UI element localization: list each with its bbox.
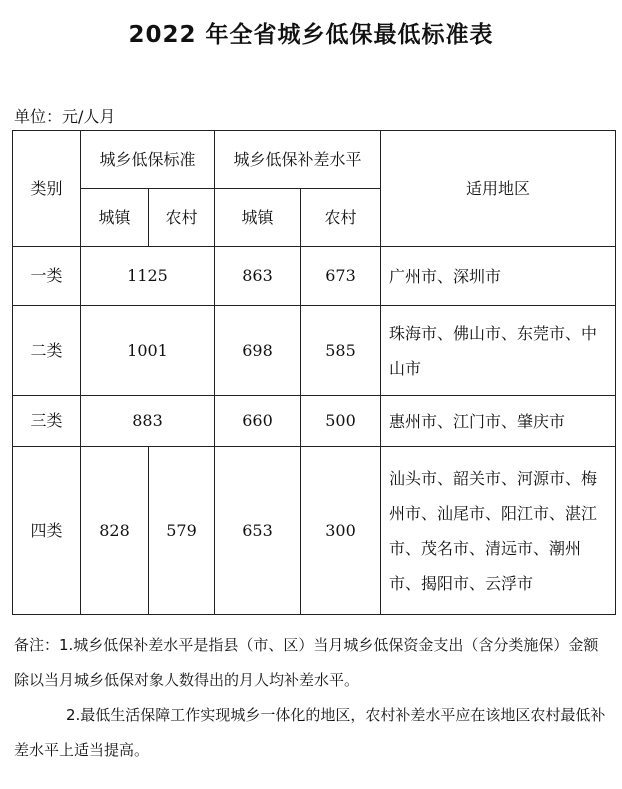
- note-2: 2.最低生活保障工作实现城乡一体化的地区，农村补差水平应在该地区农村最低补差水平上适当提高。: [14, 706, 606, 759]
- page-title: 2022 年全省城乡低保最低标准表: [128, 22, 494, 48]
- row-standard: 1001: [81, 306, 215, 396]
- header-category: 类别: [13, 131, 81, 247]
- row-standard-urban: 828: [81, 447, 149, 615]
- header-subsidy-rural: 农村: [301, 189, 381, 247]
- table-row: [13, 247, 616, 306]
- header-row-1: [13, 131, 616, 189]
- row-standard: 1125: [81, 247, 215, 306]
- table-row: [13, 306, 616, 396]
- header-standard-group: 城乡低保标准: [81, 131, 215, 189]
- row-category: 二类: [13, 306, 81, 396]
- row-subsidy-rural: 300: [301, 447, 381, 615]
- row-area: 惠州市、江门市、肇庆市: [381, 396, 616, 447]
- header-standard-urban: 城镇: [81, 189, 149, 247]
- row-subsidy-rural: 673: [301, 247, 381, 306]
- row-category: 四类: [13, 447, 81, 615]
- note-1: 备注：1.城乡低保补差水平是指县（市、区）当月城乡低保资金支出（含分类施保）金额除以当月城乡低保对象人数得出的月人均补差水平。: [14, 636, 599, 689]
- header-area: 适用地区: [381, 131, 616, 247]
- row-area: 珠海市、佛山市、东莞市、中山市: [381, 306, 616, 396]
- row-area: 汕头市、韶关市、河源市、梅州市、汕尾市、阳江市、湛江市、茂名市、清远市、潮州市、揭阳市、云浮市: [381, 447, 616, 615]
- row-category: 三类: [13, 396, 81, 447]
- row-standard: 883: [81, 396, 215, 447]
- table-row: [13, 447, 616, 615]
- notes: [14, 628, 610, 768]
- header-subsidy-urban: 城镇: [215, 189, 301, 247]
- header-subsidy-group: 城乡低保补差水平: [215, 131, 381, 189]
- header-standard-rural: 农村: [149, 189, 215, 247]
- row-subsidy-urban: 660: [215, 396, 301, 447]
- row-subsidy-urban: 653: [215, 447, 301, 615]
- standards-table: [12, 130, 616, 615]
- unit-label: 单位：元/人月: [14, 107, 116, 126]
- row-standard-rural: 579: [149, 447, 215, 615]
- row-area: 广州市、深圳市: [381, 247, 616, 306]
- row-category: 一类: [13, 247, 81, 306]
- row-subsidy-rural: 500: [301, 396, 381, 447]
- table-row: [13, 396, 616, 447]
- row-subsidy-rural: 585: [301, 306, 381, 396]
- row-subsidy-urban: 698: [215, 306, 301, 396]
- row-subsidy-urban: 863: [215, 247, 301, 306]
